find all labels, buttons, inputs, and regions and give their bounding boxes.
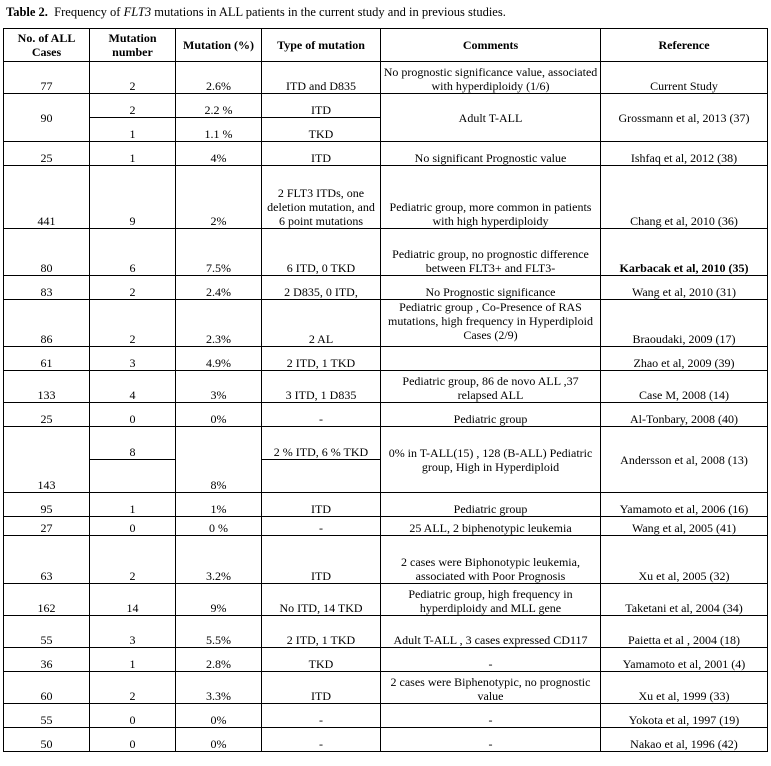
cell-mutation-percent: 1% [176, 493, 262, 517]
cell-mutation-percent: 2.6% [176, 62, 262, 94]
cell-mutation-number: 4 [90, 371, 176, 403]
cell-comments: Pediatric group, 86 de novo ALL ,37 relapsed ALL [381, 371, 601, 403]
cell-mutation-type: ITD [262, 493, 381, 517]
table-row [4, 347, 768, 371]
cell-cases: 50 [4, 728, 90, 752]
header-mutation-type: Type of mutation [262, 29, 381, 62]
cell-reference: Taketani et al, 2004 (34) [601, 584, 768, 616]
cell-mutation-number: 14 [90, 584, 176, 616]
cell-mutation-type: 3 ITD, 1 D835 [262, 371, 381, 403]
cell-mutation-percent: 8% [176, 427, 262, 493]
cell-comments: - [381, 728, 601, 752]
cell-mutation-type: 2 AL [262, 300, 381, 347]
cell-comments: Adult T-ALL , 3 cases expressed CD117 [381, 616, 601, 648]
caption-pre: Frequency of [54, 5, 121, 19]
cell-mutation-percent: 2.4% [176, 276, 262, 300]
cell-mutation-type: No ITD, 14 TKD [262, 584, 381, 616]
cell-mutation-type: ITD [262, 142, 381, 166]
cell-mutation-number: 1 [90, 648, 176, 672]
header-mutation-percent: Mutation (%) [176, 29, 262, 62]
cell-comments: - [381, 648, 601, 672]
cell-comments: Adult T-ALL [381, 94, 601, 142]
cell-mutation-percent: 0% [176, 728, 262, 752]
cell-reference: Xu et al, 2005 (32) [601, 536, 768, 584]
cell-cases: 55 [4, 616, 90, 648]
cell-mutation-type: ITD [262, 94, 381, 118]
cell-reference: Case M, 2008 (14) [601, 371, 768, 403]
table-row [4, 94, 768, 118]
cell-mutation-number: 6 [90, 229, 176, 276]
cell-cases: 27 [4, 517, 90, 536]
cell-mutation-type: - [262, 704, 381, 728]
cell-mutation-type: 6 ITD, 0 TKD [262, 229, 381, 276]
cell-cases: 55 [4, 704, 90, 728]
header-comments: Comments [381, 29, 601, 62]
cell-mutation-number: 0 [90, 517, 176, 536]
cell-mutation-number: 2 [90, 536, 176, 584]
table-caption [6, 5, 506, 20]
table-row [4, 493, 768, 517]
cell-reference: Andersson et al, 2008 (13) [601, 427, 768, 493]
table-header-row [4, 29, 768, 62]
cell-mutation-percent: 2.2 % [176, 94, 262, 118]
cell-mutation-type: ITD and D835 [262, 62, 381, 94]
cell-reference: Yamamoto et al, 2001 (4) [601, 648, 768, 672]
cell-reference: Ishfaq et al, 2012 (38) [601, 142, 768, 166]
cell-mutation-number: 2 [90, 62, 176, 94]
cell-reference: Paietta et al , 2004 (18) [601, 616, 768, 648]
cell-comments: No significant Prognostic value [381, 142, 601, 166]
cell-cases: 133 [4, 371, 90, 403]
cell-mutation-type: 2 % ITD, 6 % TKD [262, 427, 381, 460]
cell-reference: Nakao et al, 1996 (42) [601, 728, 768, 752]
cell-mutation-type: TKD [262, 648, 381, 672]
table-row [4, 704, 768, 728]
caption-post: mutations in ALL patients in the current study and in previous studies. [154, 5, 506, 19]
cell-mutation-number: 0 [90, 728, 176, 752]
cell-mutation-type: ITD [262, 672, 381, 704]
caption-gene: FLT3 [123, 5, 152, 19]
cell-mutation-number: 2 [90, 300, 176, 347]
cell-cases: 25 [4, 403, 90, 427]
cell-mutation-number: 0 [90, 403, 176, 427]
cell-reference: Current Study [601, 62, 768, 94]
cell-mutation-percent: 3.3% [176, 672, 262, 704]
cell-mutation-type: 2 ITD, 1 TKD [262, 616, 381, 648]
header-reference: Reference [601, 29, 768, 62]
cell-mutation-number-empty [90, 460, 176, 493]
cell-mutation-percent: 0% [176, 403, 262, 427]
cell-comments: Pediatric group [381, 403, 601, 427]
cell-mutation-percent: 7.5% [176, 229, 262, 276]
cell-mutation-percent: 9% [176, 584, 262, 616]
cell-mutation-type: - [262, 403, 381, 427]
flt3-mutation-table [3, 28, 768, 752]
cell-mutation-type: TKD [262, 118, 381, 142]
cell-cases: 80 [4, 229, 90, 276]
cell-reference: Chang et al, 2010 (36) [601, 166, 768, 229]
cell-cases: 61 [4, 347, 90, 371]
cell-reference: Xu et al, 1999 (33) [601, 672, 768, 704]
cell-mutation-type: 2 FLT3 ITDs, one deletion mutation, and 6 point mutations [262, 166, 381, 229]
table-row [4, 648, 768, 672]
cell-mutation-number: 3 [90, 347, 176, 371]
table-row [4, 672, 768, 704]
cell-mutation-number: 3 [90, 616, 176, 648]
cell-mutation-percent: 3% [176, 371, 262, 403]
cell-comments: Pediatric group, high frequency in hyperdiploidy and MLL gene [381, 584, 601, 616]
table-row [4, 371, 768, 403]
cell-mutation-number: 1 [90, 142, 176, 166]
cell-mutation-number: 2 [90, 276, 176, 300]
cell-mutation-percent: 2.8% [176, 648, 262, 672]
cell-cases: 143 [4, 427, 90, 493]
table-row [4, 300, 768, 347]
cell-cases: 90 [4, 94, 90, 142]
cell-cases: 63 [4, 536, 90, 584]
table-row [4, 276, 768, 300]
cell-mutation-percent: 2% [176, 166, 262, 229]
cell-cases: 441 [4, 166, 90, 229]
cell-mutation-number: 1 [90, 493, 176, 517]
cell-comments: Pediatric group [381, 493, 601, 517]
cell-reference: Yokota et al, 1997 (19) [601, 704, 768, 728]
cell-cases: 86 [4, 300, 90, 347]
cell-comments: Pediatric group, more common in patients with high hyperdiploidy [381, 166, 601, 229]
cell-comments: 25 ALL, 2 biphenotypic leukemia [381, 517, 601, 536]
cell-comments [381, 347, 601, 371]
cell-cases: 25 [4, 142, 90, 166]
cell-mutation-type: - [262, 728, 381, 752]
table-row [4, 403, 768, 427]
cell-mutation-number: 8 [90, 427, 176, 460]
cell-mutation-number: 1 [90, 118, 176, 142]
table-row [4, 229, 768, 276]
table-row [4, 536, 768, 584]
cell-mutation-percent: 0% [176, 704, 262, 728]
cell-mutation-number: 2 [90, 94, 176, 118]
cell-reference: Zhao et al, 2009 (39) [601, 347, 768, 371]
cell-mutation-type: ITD [262, 536, 381, 584]
cell-mutation-percent: 1.1 % [176, 118, 262, 142]
header-mutation-number: Mutation number [90, 29, 176, 62]
cell-comments: - [381, 704, 601, 728]
header-cases: No. of ALL Cases [4, 29, 90, 62]
table-row [4, 584, 768, 616]
cell-mutation-percent: 5.5% [176, 616, 262, 648]
table-row [4, 427, 768, 460]
cell-cases: 77 [4, 62, 90, 94]
cell-mutation-percent: 4% [176, 142, 262, 166]
cell-comments: Pediatric group, no prognostic difference between FLT3+ and FLT3- [381, 229, 601, 276]
cell-comments: No prognostic significance value, associated with hyperdiploidy (1/6) [381, 62, 601, 94]
table-row [4, 62, 768, 94]
cell-comments: 0% in T-ALL(15) , 128 (B-ALL) Pediatric group, High in Hyperdiploid [381, 427, 601, 493]
cell-cases: 95 [4, 493, 90, 517]
table-row [4, 728, 768, 752]
cell-reference: Grossmann et al, 2013 (37) [601, 94, 768, 142]
cell-cases: 83 [4, 276, 90, 300]
cell-mutation-percent: 0 % [176, 517, 262, 536]
cell-mutation-type: - [262, 517, 381, 536]
cell-comments: Pediatric group , Co-Presence of RAS mutations, high frequency in Hyperdiploid Cases (2/9) [381, 300, 601, 347]
cell-reference: Braoudaki, 2009 (17) [601, 300, 768, 347]
cell-reference: Yamamoto et al, 2006 (16) [601, 493, 768, 517]
cell-comments: No Prognostic significance [381, 276, 601, 300]
cell-mutation-type: 2 D835, 0 ITD, [262, 276, 381, 300]
cell-mutation-percent: 2.3% [176, 300, 262, 347]
cell-mutation-number: 9 [90, 166, 176, 229]
cell-mutation-type-empty [262, 460, 381, 493]
cell-comments: 2 cases were Biphonotypic leukemia, associated with Poor Prognosis [381, 536, 601, 584]
cell-mutation-percent: 3.2% [176, 536, 262, 584]
table-row [4, 616, 768, 648]
cell-cases: 60 [4, 672, 90, 704]
cell-mutation-number: 2 [90, 672, 176, 704]
table-row [4, 142, 768, 166]
cell-reference: Al-Tonbary, 2008 (40) [601, 403, 768, 427]
cell-mutation-number: 0 [90, 704, 176, 728]
cell-mutation-percent: 4.9% [176, 347, 262, 371]
table-row [4, 517, 768, 536]
cell-reference: Karbacak et al, 2010 (35) [601, 229, 768, 276]
cell-mutation-type: 2 ITD, 1 TKD [262, 347, 381, 371]
table-row [4, 166, 768, 229]
caption-label: Table 2. [6, 5, 48, 19]
cell-reference: Wang et al, 2005 (41) [601, 517, 768, 536]
cell-cases: 36 [4, 648, 90, 672]
cell-comments: 2 cases were Biphenotypic, no prognostic value [381, 672, 601, 704]
cell-cases: 162 [4, 584, 90, 616]
cell-reference: Wang et al, 2010 (31) [601, 276, 768, 300]
